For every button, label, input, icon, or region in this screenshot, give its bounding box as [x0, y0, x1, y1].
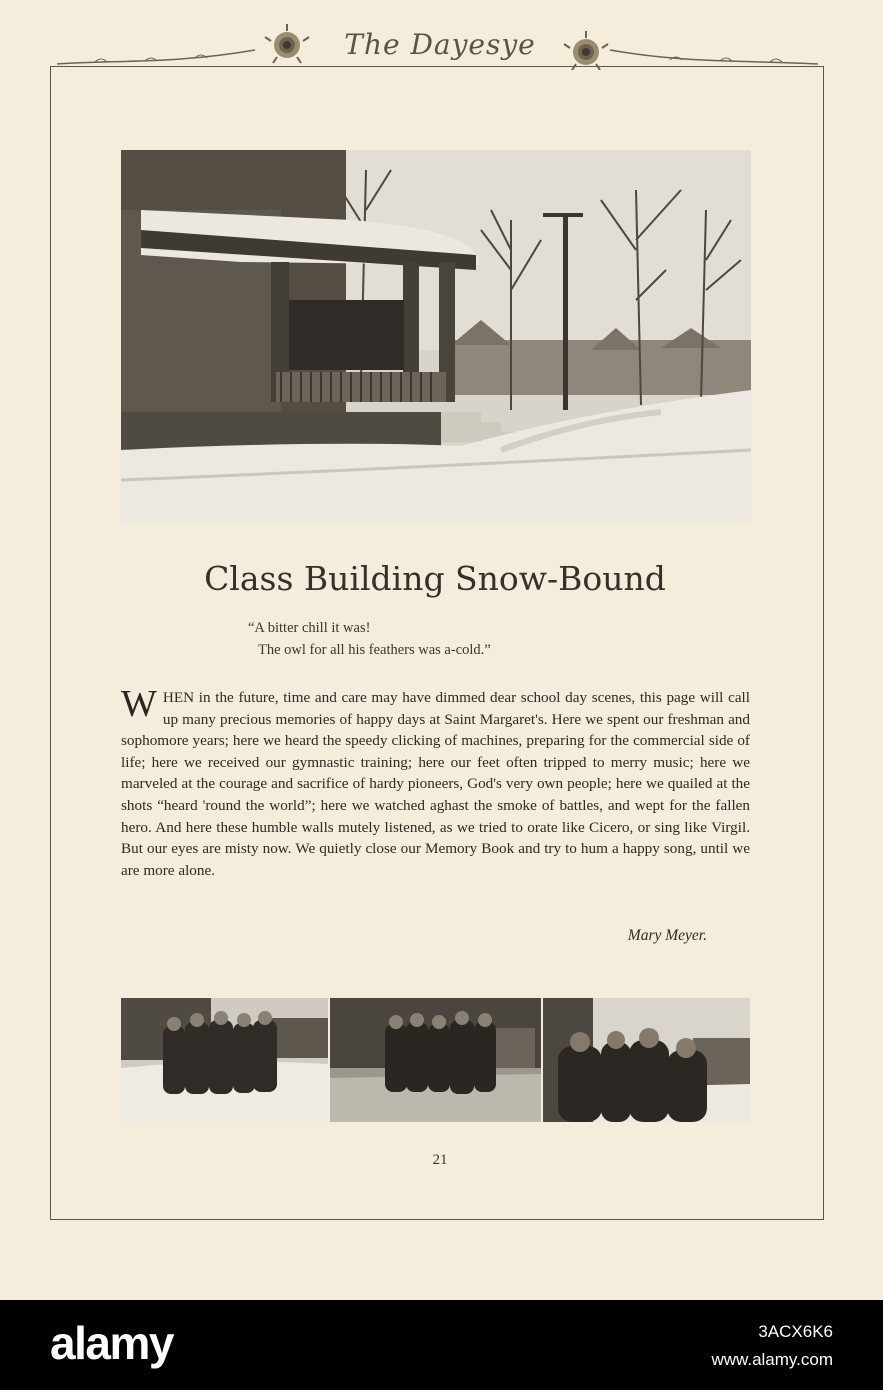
running-header-title: The Dayesye: [344, 28, 536, 61]
quote-line-1: “A bitter chill it was!: [248, 620, 371, 636]
page-number: 21: [432, 1152, 448, 1168]
group-photo-right: [543, 998, 750, 1122]
right-vine-ornament: [560, 20, 820, 70]
quote-line-2: The owl for all his feathers was a-cold.”: [258, 642, 491, 658]
stock-image-id: 3ACX6K6: [758, 1322, 833, 1341]
stock-logo: alamy: [50, 1317, 173, 1369]
article-body-text: HEN in the future, time and care may have dimmed dear school day scenes, this page will call up many precious memories of happy days at Saint Margaret's. Here we spent our freshman and sophomore years; here we heard the speedy clicking of machines, preparing for the commercial side of life; here we received our gymnastic training; here our feet often tripped to merry music; here we marveled at the courage and sacrifice of hardy pioneers, God's very own people; here we quailed at the shots “heard 'round the world”; here we watched aghast the smoke of battles, and wept for the fallen hero. And here these humble walls mutely listened, as we tried to orate like Cicero, or sing like Virgil. But our eyes are misty now. We quietly close our Memory Book and try to hum a happy song, until we are more alone.: [121, 689, 750, 879]
epigraph-quote: [248, 617, 491, 661]
main-photo-snowbound-building: [121, 150, 751, 521]
drop-cap: W: [121, 683, 157, 725]
author-signature: Mary Meyer.: [627, 927, 707, 944]
group-photo-center: [330, 998, 541, 1122]
article-body: [121, 683, 750, 881]
stock-site-url: www.alamy.com: [711, 1350, 833, 1369]
group-photo-left: [121, 998, 328, 1122]
left-vine-ornament: [55, 20, 315, 70]
stock-image-info: [711, 1318, 833, 1374]
article-title: Class Building Snow-Bound: [204, 559, 666, 598]
